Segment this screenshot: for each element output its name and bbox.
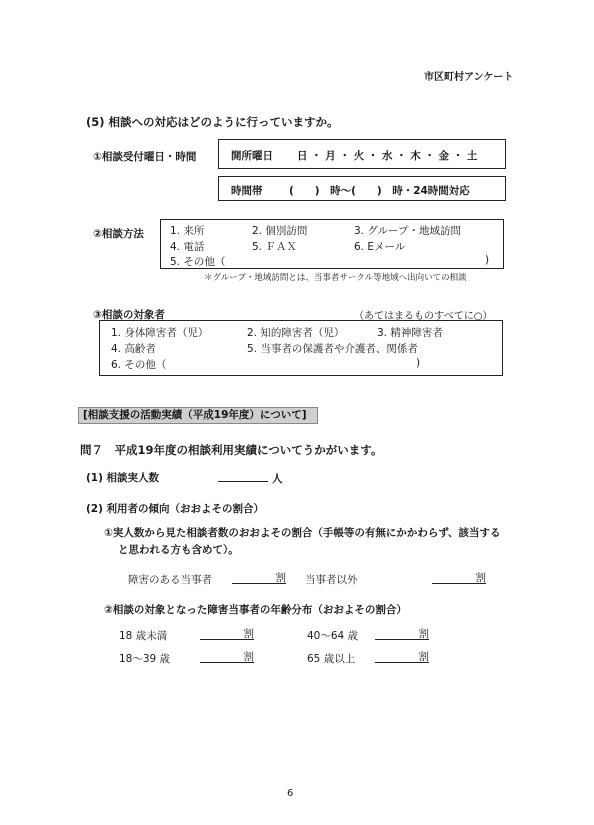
age-40-64-field[interactable] [375, 626, 429, 640]
section-5-heading: (5) 相談への対応はどのように行っていますか。 [86, 115, 339, 129]
age-under18-field[interactable] [200, 626, 254, 640]
target-option[interactable]: 1. 身体障害者（児） [111, 327, 209, 339]
nondisabled-label: 当事者以外 [305, 574, 358, 586]
unit: 割 [418, 651, 429, 663]
disabled-label: 障害のある当事者 [128, 574, 212, 586]
method-option[interactable]: 5. ＦＡＸ [252, 241, 297, 253]
method-option[interactable]: 6. Eメール [354, 241, 406, 253]
q7-1-unit: 人 [272, 473, 283, 485]
q7-1-label: (1) 相談実人数 [86, 472, 160, 484]
methods-note: ＊グループ・地域訪問とは、当事者サークル等地域へ出向いての相談 [204, 273, 467, 283]
q3-note: （あてはまるものすべてに○） [354, 311, 493, 322]
section-banner: [相談支援の活動実績（平成19年度）について] [78, 407, 318, 424]
method-option[interactable]: 1. 来所 [170, 225, 205, 237]
q3-label: ③相談の対象者 [93, 309, 165, 321]
q7-2-sub1-line2: と思われる方も含めて）。 [118, 544, 239, 556]
age-label-18-39: 18～39 歳 [119, 653, 171, 665]
days-label: 開所曜日 [231, 150, 273, 162]
days-options[interactable]: 日 ・ 月 ・ 火 ・ 水 ・ 木 ・ 金 ・ 土 [297, 150, 478, 162]
target-option[interactable]: 4. 高齢者 [111, 343, 156, 355]
document-header: 市区町村アンケート [424, 72, 514, 83]
unit: 割 [418, 628, 429, 640]
method-other[interactable]: 5. その他（ [170, 256, 226, 268]
age-label-under18: 18 歳未満 [119, 630, 168, 642]
page-number: 6 [287, 788, 294, 799]
method-option[interactable]: 2. 個別訪問 [252, 225, 308, 237]
age-65plus-field[interactable] [375, 649, 429, 663]
method-option[interactable]: 4. 電話 [170, 241, 205, 253]
q7-1-field[interactable] [218, 468, 283, 486]
method-other-close: ) [485, 254, 490, 266]
nondisabled-ratio-field[interactable] [432, 570, 486, 584]
q7-2-sub1-line1: ①実人数から見た相談者数のおおよその割合（手帳等の有無にかかわらず、該当する [104, 527, 501, 539]
age-label-65plus: 65 歳以上 [307, 653, 356, 665]
unit: 割 [243, 651, 254, 663]
disabled-ratio-field[interactable] [232, 570, 286, 584]
target-option[interactable]: 2. 知的障害者（児） [247, 327, 345, 339]
q1-label: ①相談受付曜日・時間 [93, 151, 197, 163]
target-option[interactable]: 3. 精神障害者 [377, 327, 443, 339]
q2-label: ②相談方法 [93, 228, 144, 240]
age-label-40-64: 40～64 歳 [307, 630, 359, 642]
q7-heading: 問７ 平成19年度の相談利用実績についてうかがいます。 [80, 443, 383, 457]
unit: 割 [475, 572, 486, 584]
target-other[interactable]: 6. その他（ [111, 359, 167, 371]
hours-value[interactable]: ( ) 時～( ) 時・24時間対応 [289, 185, 470, 197]
hours-box [218, 176, 506, 201]
target-option[interactable]: 5. 当事者の保護者や介護者、関係者 [247, 343, 418, 355]
hours-label: 時間帯 [231, 185, 263, 197]
q7-2-label: (2) 利用者の傾向（おおよその割合） [86, 503, 265, 515]
unit: 割 [243, 628, 254, 640]
unit: 割 [275, 572, 286, 584]
targets-box [99, 320, 503, 376]
target-other-close: ) [416, 357, 421, 369]
q7-2-sub2: ②相談の対象となった障害当事者の年齢分布（おおよその割合） [104, 604, 407, 616]
methods-box [160, 219, 504, 269]
days-box [218, 139, 506, 169]
method-option[interactable]: 3. グループ・地域訪問 [354, 225, 462, 237]
age-18-39-field[interactable] [200, 649, 254, 663]
